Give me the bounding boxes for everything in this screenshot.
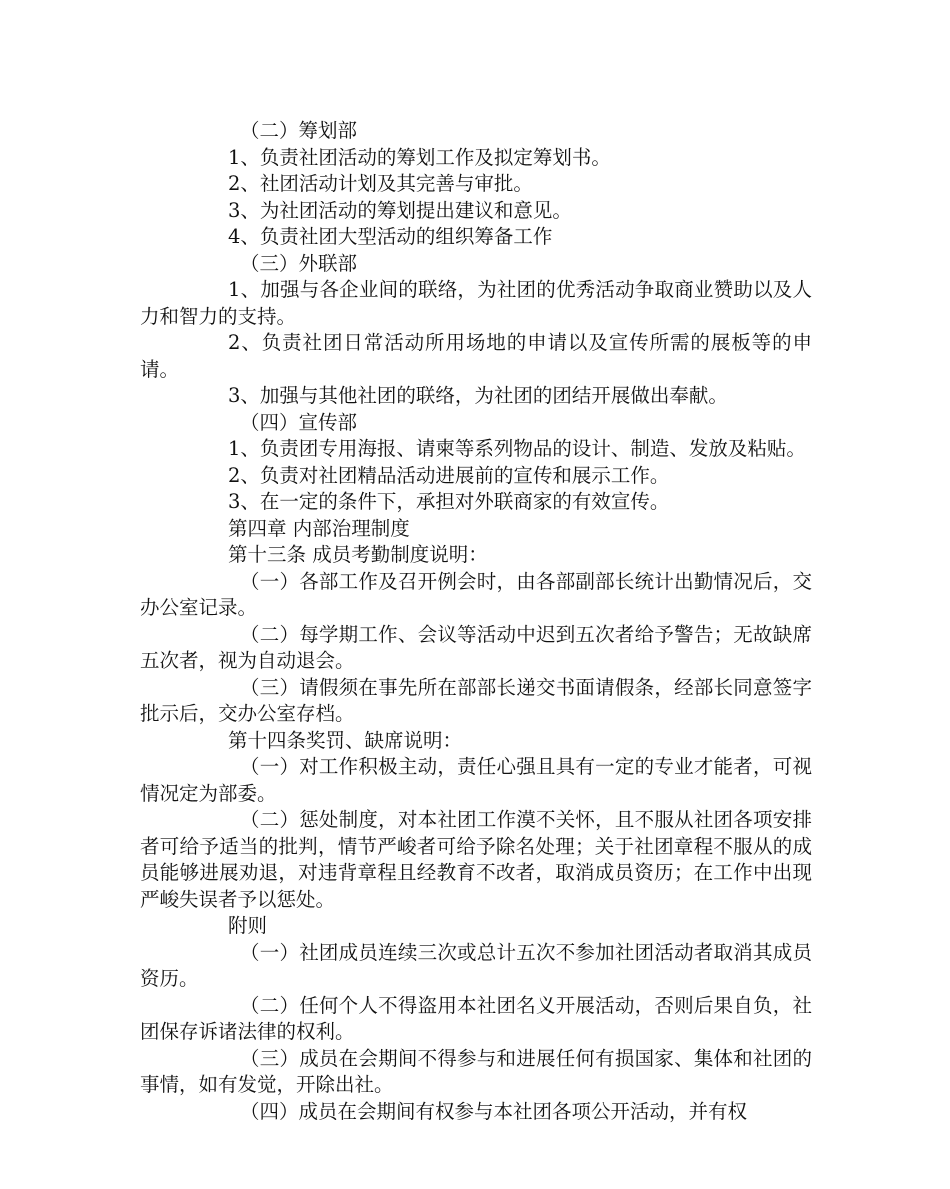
paragraph: 3、加强与其他社团的联络，为社团的团结开展做出奉献。	[228, 384, 728, 407]
paragraph: （二）每学期工作、会议等活动中迟到五次者给予警告；无故缺席五次者，视为自动退会。	[140, 622, 812, 672]
paragraph: 2、社团活动计划及其完善与审批。	[228, 172, 533, 195]
paragraph: （二）任何个人不得盗用本社团名义开展活动，否则后果自负，社团保存诉诸法律的权利。	[140, 993, 812, 1043]
paragraph: 1、负责团专用海报、请柬等系列物品的设计、制造、发放及粘贴。	[228, 437, 806, 460]
paragraph: 第四章 内部治理制度	[228, 516, 410, 540]
paragraph: （三）外联部	[240, 251, 358, 275]
paragraph: （四）成员在会期间有权参与本社团各项公开活动，并有权	[240, 1099, 748, 1123]
paragraph: （三）请假须在事先所在部部长递交书面请假条，经部长同意签字批示后，交办公室存档。	[140, 675, 812, 725]
paragraph: 1、负责社团活动的筹划工作及拟定筹划书。	[228, 145, 611, 169]
paragraph: 3、在一定的条件下，承担对外联商家的有效宣传。	[228, 490, 670, 513]
paragraph: （一）对工作积极主动，责任心强且具有一定的专业才能者，可视情况定为部委。	[140, 755, 812, 805]
paragraph: 1、加强与各企业间的联络，为社团的优秀活动争取商业赞助以及人力和智力的支持。	[140, 278, 812, 328]
paragraph: 2、负责对社团精品活动进展前的宣传和展示工作。	[228, 463, 670, 487]
paragraph: 第十四条奖罚、缺席说明：	[228, 728, 463, 752]
paragraph: 第十三条 成员考勤制度说明：	[228, 543, 488, 566]
paragraph: 4、负责社团大型活动的组织筹备工作	[228, 225, 553, 248]
paragraph: 3、为社团活动的筹划提出建议和意见。	[228, 198, 572, 222]
paragraph: 2、负责社团日常活动所用场地的申请以及宣传所需的展板等的申请。	[140, 331, 812, 381]
document-body	[140, 118, 812, 1125]
paragraph: （一）社团成员连续三次或总计五次不参加社团活动者取消其成员资历。	[140, 940, 812, 990]
paragraph: （二）筹划部	[240, 119, 358, 142]
paragraph: （四）宣传部	[240, 410, 358, 434]
paragraph: （一）各部工作及召开例会时，由各部副部长统计出勤情况后，交办公室记录。	[140, 569, 812, 619]
paragraph: 附则	[228, 914, 268, 937]
paragraph: （三）成员在会期间不得参与和进展任何有损国家、集体和社团的事情，如有发觉，开除出社。	[140, 1046, 812, 1096]
paragraph: （二）惩处制度，对本社团工作漠不关怀，且不服从社团各项安排者可给予适当的批判，情节严峻者可给予除名处理；关于社团章程不服从的成员能够进展劝退，对违背章程且经教育不改者，取消成员资历；在工作中出现严峻失误者予以惩处。	[140, 808, 812, 911]
